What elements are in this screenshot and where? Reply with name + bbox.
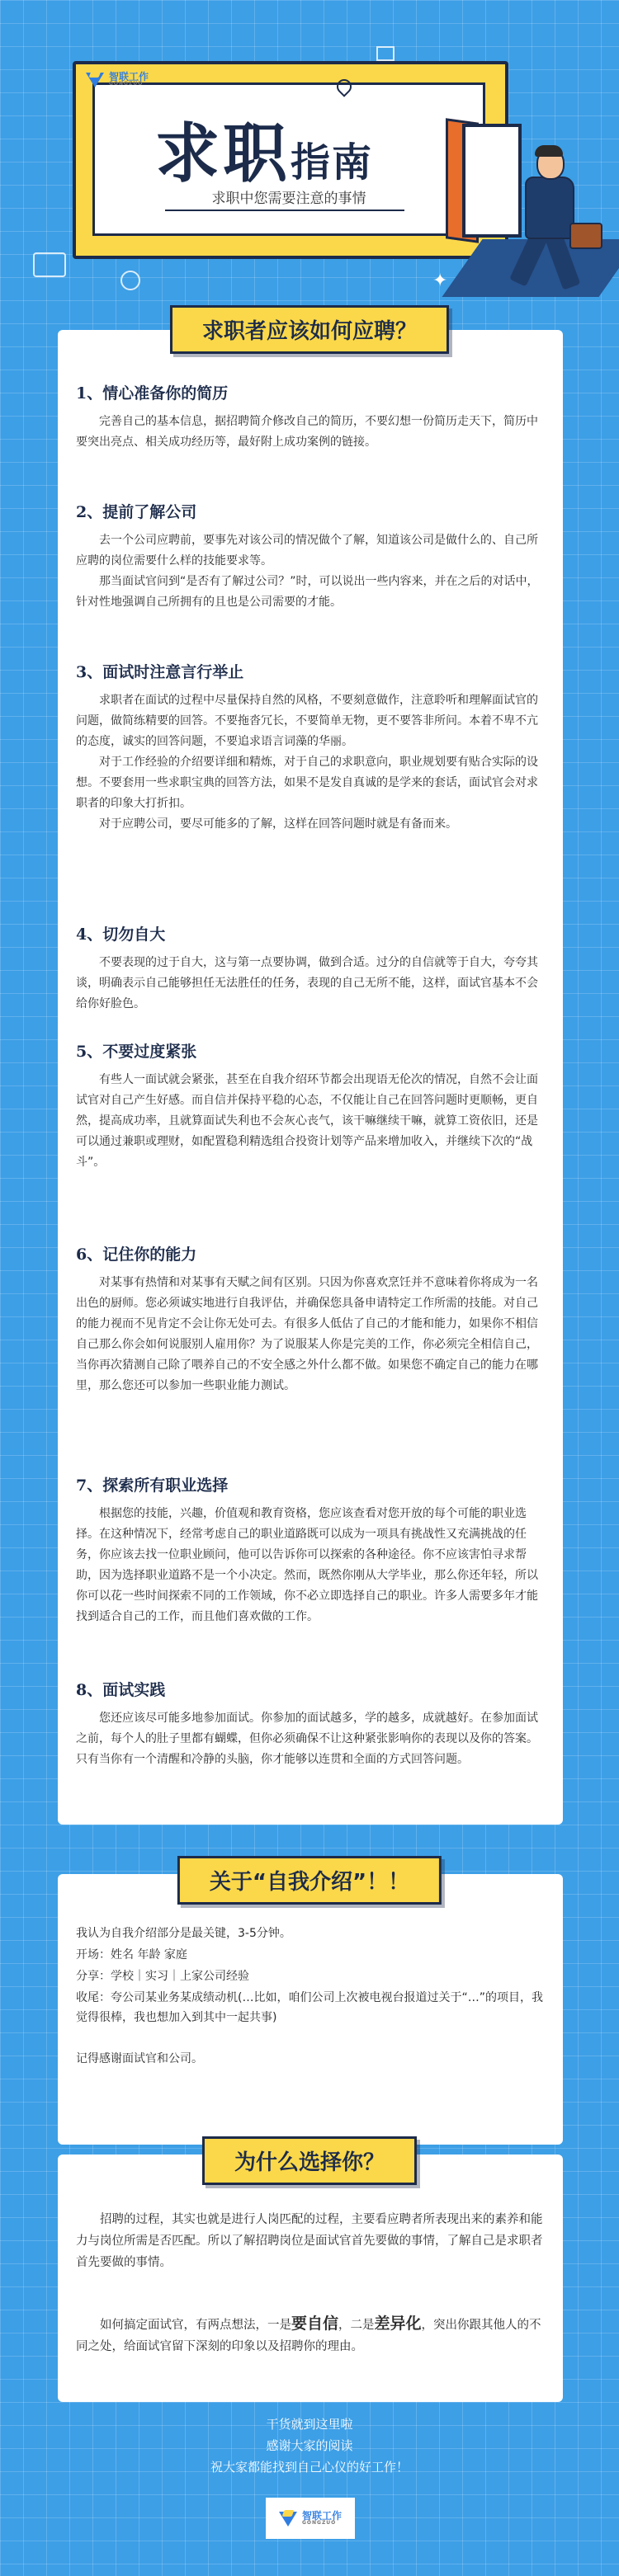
- tip-heading: 4、切勿自大: [76, 925, 166, 944]
- tip-item: [76, 381, 545, 453]
- footer-logo: [266, 2498, 355, 2539]
- keyword-confidence: 要自信: [291, 2315, 339, 2333]
- tip-heading: 5、不要过度紧张: [76, 1043, 197, 1061]
- brand-logo: [86, 71, 149, 87]
- decor-square-icon: [376, 46, 395, 61]
- tip-paragraph: 那当面试官问到“是否有了解过公司？”时，可以说出一些内容来，并在之后的对话中，针对性地强调自己所拥有的且也是公司需要的才能。: [76, 575, 539, 609]
- tip-item: [76, 660, 545, 835]
- footer-line: 干货就到这里啦: [266, 2417, 353, 2432]
- tip-heading: 7、探索所有职业选择: [76, 1476, 229, 1495]
- header-banner: [0, 0, 619, 313]
- intro-line: 我认为自我介绍部分是最关键，3-5分钟。: [76, 1927, 291, 1940]
- why-paragraph: 招聘的过程，其实也就是进行人岗匹配的过程，主要看应聘者所表现出来的素养和能力与岗位所需是否匹配。所以了解招聘岗位是面试官首先要做的事情，了解自己是求职者首先要做的事情。: [76, 2213, 543, 2269]
- star-icon: ✦: [432, 271, 448, 291]
- brand-logo-text: 智联工作: [109, 71, 149, 82]
- tip-heading: 1、情心准备你的简历: [76, 384, 229, 403]
- brand-logo-sub: GONGZUO: [109, 81, 144, 87]
- why-paragraph: 如何搞定面试官，有两点想法，一是要自信，二是差异化，突出你跟其他人的不同之处，给面试官留下深刻的印象以及招聘你的理由。: [76, 2315, 541, 2353]
- tip-paragraph: 不要表现的过于自大，这与第一点要协调，做到合适。过分的自信就等于自大，夸夸其谈，明确表示自己能够担任无法胜任的任务，表现的自己无所不能，这样，面试官基本不会给你好脸色。: [76, 956, 538, 1010]
- tip-item: [76, 500, 545, 613]
- tip-paragraph: 对于工作经验的介绍要详细和精炼，对于自己的求职意向，职业规划要有贴合实际的设想。不要套用一些求职宝典的回答方法，如果不是发自真诚的是学来的套话，面试官会对求职者的印象大打折扣。: [76, 756, 538, 810]
- tip-item: [76, 1678, 545, 1770]
- footer-line: 感谢大家的阅读: [266, 2438, 353, 2453]
- intro-line: 收尾：夸公司某业务某成绩动机(…比如，咱们公司上次被电视台报道过关于“…”的项目，我觉得很棒，我也想加入到其中一起共事): [76, 1991, 543, 2024]
- tip-paragraph: 求职者在面试的过程中尽量保持自然的风格，不要刻意做作，注意聆听和理解面试官的问题，做简练精要的回答。不要拖沓冗长，不要简单无物，更不要答非所问。本着不卑不亢的态度，诚实的回答问题，不要追求语言词藻的华丽。: [76, 694, 538, 748]
- businessman-illustration: [500, 148, 599, 297]
- footer-logo-text: 智联工作: [301, 2510, 342, 2522]
- footer-logo-sub: GONGZUO: [301, 2520, 337, 2526]
- tip-item: [76, 1473, 545, 1627]
- briefcase-icon: [569, 223, 602, 249]
- tip-paragraph: 根据您的技能，兴趣，价值观和教育资格，您应该查看对您开放的每个可能的职业选择。在这种情况下，经常考虑自己的职业道路既可以成为一项具有挑战性又充满挑战的任务，你应该去找一位职业顾问，他可以告诉你可以探索的各种途径。你不应该害怕寻求帮助，因为选择职业道路不是一个小决定。然而，既然你刚从大学毕业，那么你还年轻，所以你可以花一些时间探索不同的工作领域，你不必立即选择自己的职业。许多人需要多年才能找到适合自己的工作，而且他们喜欢做的工作。: [76, 1507, 538, 1623]
- tip-heading: 2、提前了解公司: [76, 503, 197, 521]
- brand-logo-icon: [279, 2510, 297, 2527]
- tip-paragraph: 完善自己的基本信息，据招聘简介修改自己的简历，不要幻想一份简历走天下，简历中要突出亮点、相关成功经历等，最好附上成功案例的链接。: [76, 415, 538, 449]
- tip-item: [76, 922, 545, 1015]
- section-title-self-intro: 关于“自我介绍”！！: [177, 1856, 442, 1905]
- tip-paragraph: 去一个公司应聘前，要事先对该公司的情况做个了解，知道该公司是做什么的、自己所应聘的岗位需要什么样的技能要求等。: [76, 534, 538, 567]
- tip-paragraph: 对某事有热情和对某事有天赋之间有区别。只因为你喜欢烹饪并不意味着你将成为一名出色的厨师。您必须诚实地进行自我评估，并确保您具备申请特定工作所需的技能。对自己的能力视而不见肯定不会让你无处可去。有很多人低估了自己的才能和能力，如果你不相信自己那么你会如何说服别人雇用你？为了说服某人你是完美的工作，你必须完全相信自己，当你再次猜测自己除了喂养自己的不安全感之外什么都不做。如果您不确定自己的能力在哪里，那么您还可以参加一些职业能力测试。: [76, 1276, 538, 1392]
- tip-item: [76, 1039, 545, 1173]
- footer-line: 祝大家都能找到自己心仪的好工作！: [210, 2460, 409, 2475]
- section-card-how-to-apply: [58, 330, 563, 1825]
- intro-line: 开场：姓名 年龄 家庭: [76, 1948, 187, 1961]
- brand-logo-icon: [86, 71, 104, 87]
- circle-decor-icon: [120, 271, 140, 290]
- keyword-differentiation: 差异化: [374, 2315, 422, 2333]
- page-subtitle: 求职中您需要注意的事情: [211, 191, 366, 207]
- section-title-how-to-apply: 求职者应该如何应聘？: [170, 305, 449, 354]
- intro-line: 记得感谢面试官和公司。: [76, 2052, 203, 2065]
- tip-paragraph: 对于应聘公司，要尽可能多的了解，这样在回答问题时就是有备而来。: [99, 817, 457, 831]
- tip-heading: 6、记住你的能力: [76, 1246, 197, 1264]
- section-card-self-intro: [58, 1874, 563, 2145]
- tip-heading: 3、面试时注意言行举止: [76, 663, 244, 681]
- briefcase-outline-icon: [33, 252, 66, 277]
- page-title-main: 求职: [155, 116, 291, 191]
- tip-item: [76, 1242, 545, 1396]
- tip-paragraph: 您还应该尽可能多地参加面试。你参加的面试越多，学的越多，成就越好。在参加面试之前，每个人的肚子里都有蝴蝶，但你必须确保不让这种紧张影响你的表现以及你的答案。只有当你有一个清醒和冷静的头脑，你才能够以连贯和全面的方式回答问题。: [76, 1712, 538, 1766]
- page-title: [155, 102, 373, 195]
- tip-heading: 8、面试实践: [76, 1681, 166, 1699]
- subtitle-underline: [165, 210, 404, 211]
- tip-paragraph: 有些人一面试就会紧张，甚至在自我介绍环节都会出现语无伦次的情况，自然不会让面试官对自己产生好感。而自信并保持平稳的心态，不仅能让自己在回答问题时更顺畅，更自然，提高成功率，且就算面试失利也不会灰心丧气，该干嘛继续干嘛，就算工资依旧，还是可以通过兼职或理财，如配置稳利精选组合投资计划等产品来增加收入，并继续下次的“战斗”。: [76, 1073, 538, 1169]
- section-title-why-you: 为什么选择你？: [202, 2136, 417, 2185]
- intro-line: 分享：学校｜实习｜上家公司经验: [76, 1970, 249, 1983]
- page-title-small: 指南: [291, 139, 374, 186]
